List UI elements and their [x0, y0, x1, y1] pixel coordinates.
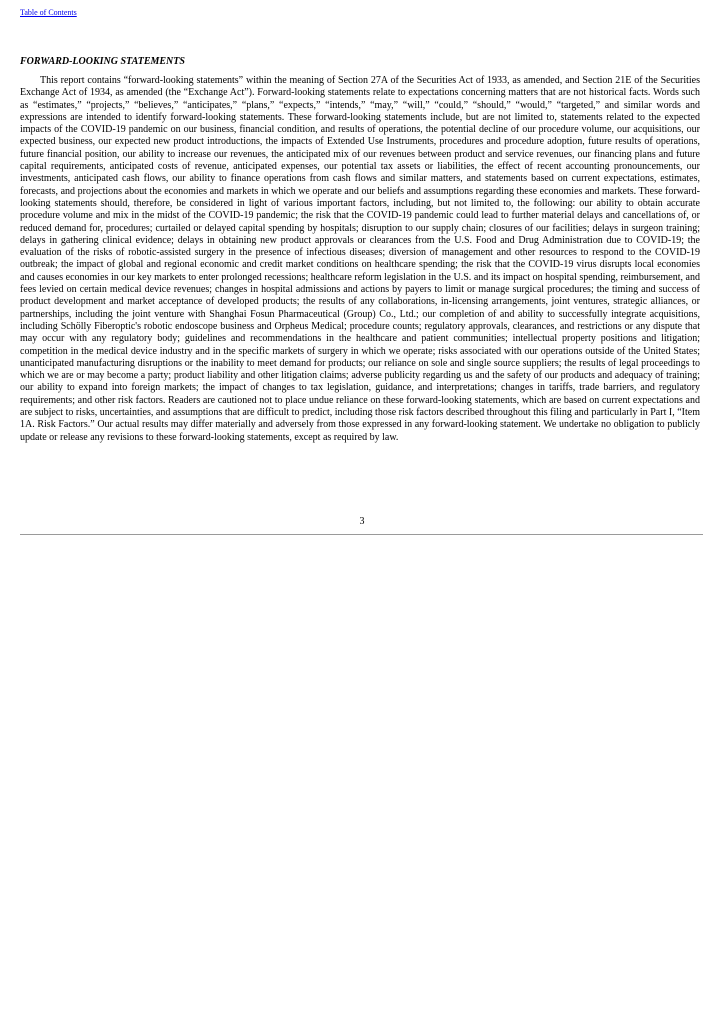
page-divider [20, 534, 703, 535]
forward-looking-paragraph: This report contains “forward-looking statements” within the meaning of Section 27A of the Securities Act of 1933, as amended, and Section 21E of the Securities Exchange Act of 1934, as amended (the “Exchange Act”). Forward-looking statements relate to expectations concerning matters that are not historical facts. Words such as “estimates,” “projects,” “believes,” “anticipates,” “plans,” “expects,” “intends,” “may,” “will,” “could,” “should,” “would,” “targeted,” and similar words and expressions are intended to identify forward-looking statements. These forward-looking statements include, but are not limited to, statements related to the expected impacts of the COVID-19 pandemic on our business, financial condition, and results of operations, the potential decline of our procedure volume, our acquisitions, our expected business, our expected new product introductions, the impacts of Extended Use Instruments, procedures and procedure adoption, future results of operations, future financial position, our ability to increase our revenues, the anticipated mix of our revenues between product and service revenues, our financing plans and future capital requirements, anticipated costs of revenue, anticipated expenses, our potential tax assets or liabilities, the effect of recent accounting pronouncements, our investments, anticipated cash flows, our ability to finance operations from cash flows and similar matters, and statements based on current expectations, estimates, forecasts, and projections about the economies and markets in which we operate and our beliefs and assumptions regarding these economies and markets. These forward-looking statements should, therefore, be considered in light of various important factors, including, but not limited to, the following: our ability to obtain accurate procedure volume and mix in the midst of the COVID-19 pandemic; the risk that the COVID-19 pandemic could lead to further material delays and cancellations of, or reduced demand for, procedures; curtailed or delayed capital spending by hospitals; disruption to our supply chain; closures of our facilities; delays in surgeon training; delays in gathering clinical evidence; delays in obtaining new product approvals or clearances from the U.S. Food and Drug Administration due to COVID-19; the evaluation of the risks of robotic-assisted surgery in the presence of infectious diseases; diversion of management and other resources to respond to the COVID-19 outbreak; the impact of global and regional economic and credit market conditions on healthcare spending; the risk that the COVID-19 virus disrupts local economies and causes economies in our key markets to enter prolonged recessions; healthcare reform legislation in the U.S. and its impact on hospital spending, reimbursement, and fees levied on certain medical device revenues; changes in hospital admissions and actions by payers to limit or manage surgical procedures; the timing and success of product development and market acceptance of developed products; the results of any collaborations, in-licensing arrangements, joint ventures, strategic alliances, or partnerships, including the joint venture with Shanghai Fosun Pharmaceutical (Group) Co., Ltd.; our completion of and ability to successfully integrate acquisitions, including Schölly Fiberoptic's robotic endoscope business and Orpheus Medical; procedure counts; regulatory approvals, clearances, and restrictions or any dispute that may occur with any regulatory body; guidelines and recommendations in the healthcare and patient communities; intellectual property positions and litigation; competition in the medical device industry and in the specific markets of surgery in which we operate; risks associated with our operations outside of the United States; unanticipated manufacturing disruptions or the inability to meet demand for products; our reliance on sole and single source suppliers; the results of legal proceedings to which we are or may become a party; product liability and other litigation claims; adverse publicity regarding us and the safety of our products and adequacy of training; our ability to expand into foreign markets; the impact of changes to tax legislation, guidance, and interpretations; changes in tariffs, trade barriers, and regulatory requirements; and other risk factors. Readers are cautioned not to place undue reliance on these forward-looking statements, which are based on current expectations and are subject to risks, uncertainties, and assumptions that are difficult to predict, including those risk factors described throughout this filing and particularly in Part I, “Item 1A. Risk Factors.” Our actual results may differ materially and adversely from those expressed in any forward-looking statement. We undertake no obligation to publicly update or release any revisions to these forward-looking statements, except as required by law. [20, 75, 700, 443]
section-heading: FORWARD-LOOKING STATEMENTS [20, 56, 185, 67]
table-of-contents-link[interactable]: Table of Contents [20, 8, 77, 17]
page-number: 3 [359, 516, 365, 527]
